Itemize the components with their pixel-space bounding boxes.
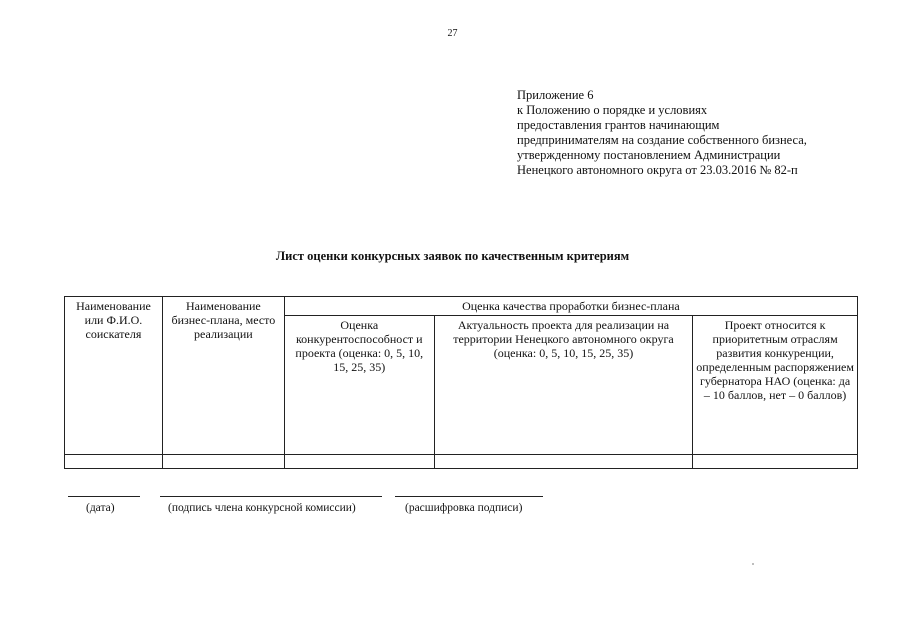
document-title: Лист оценки конкурсных заявок по качественным критериям [275, 249, 630, 263]
table-cell[interactable] [284, 455, 434, 469]
header-applicant-name: Наименование или Ф.И.О. соискателя [65, 297, 163, 455]
header-quality-group: Оценка качества проработки бизнес-плана [284, 297, 857, 316]
appendix-line: Ненецкого автономного округа от 23.03.2016 № 82-п [517, 163, 798, 177]
appendix-line: Приложение 6 [517, 88, 594, 102]
appendix-line: предоставления грантов начинающим [517, 118, 720, 132]
appendix-line: предпринимателям на создание собственного бизнеса, [517, 133, 807, 147]
table-header-row [65, 297, 858, 316]
page-number: 27 [447, 28, 458, 39]
table-cell[interactable] [65, 455, 163, 469]
decoding-line [395, 496, 543, 497]
signature-line [160, 496, 382, 497]
date-label: (дата) [86, 502, 115, 514]
appendix-block [517, 88, 877, 178]
header-business-plan: Наименование бизнес-плана, место реализации [162, 297, 284, 455]
appendix-line: к Положению о порядке и условиях [517, 103, 708, 117]
table-cell[interactable] [434, 455, 692, 469]
date-line [68, 496, 140, 497]
table-cell[interactable] [693, 455, 858, 469]
evaluation-table [64, 296, 858, 469]
header-relevance: Актуальность проекта для реализации на территории Ненецкого автономного округа (оценка: 0, 5, 10, 15, 25, 35) [434, 316, 692, 455]
table-cell[interactable] [162, 455, 284, 469]
appendix-line: утвержденному постановлением Администрации [517, 148, 781, 162]
signature-label: (подпись члена конкурсной комиссии) [168, 502, 356, 514]
header-competitiveness: Оценка конкурентоспособност и проекта (оценка: 0, 5, 10, 15, 25, 35) [284, 316, 434, 455]
scan-speck [752, 563, 754, 565]
table-row [65, 455, 858, 469]
decoding-label: (расшифровка подписи) [405, 502, 523, 514]
header-priority-sector: Проект относится к приоритетным отраслям развития конкуренции, определенным распоряжением губернатора НАО (оценка: да – 10 баллов, нет – 0 баллов) [693, 316, 858, 455]
